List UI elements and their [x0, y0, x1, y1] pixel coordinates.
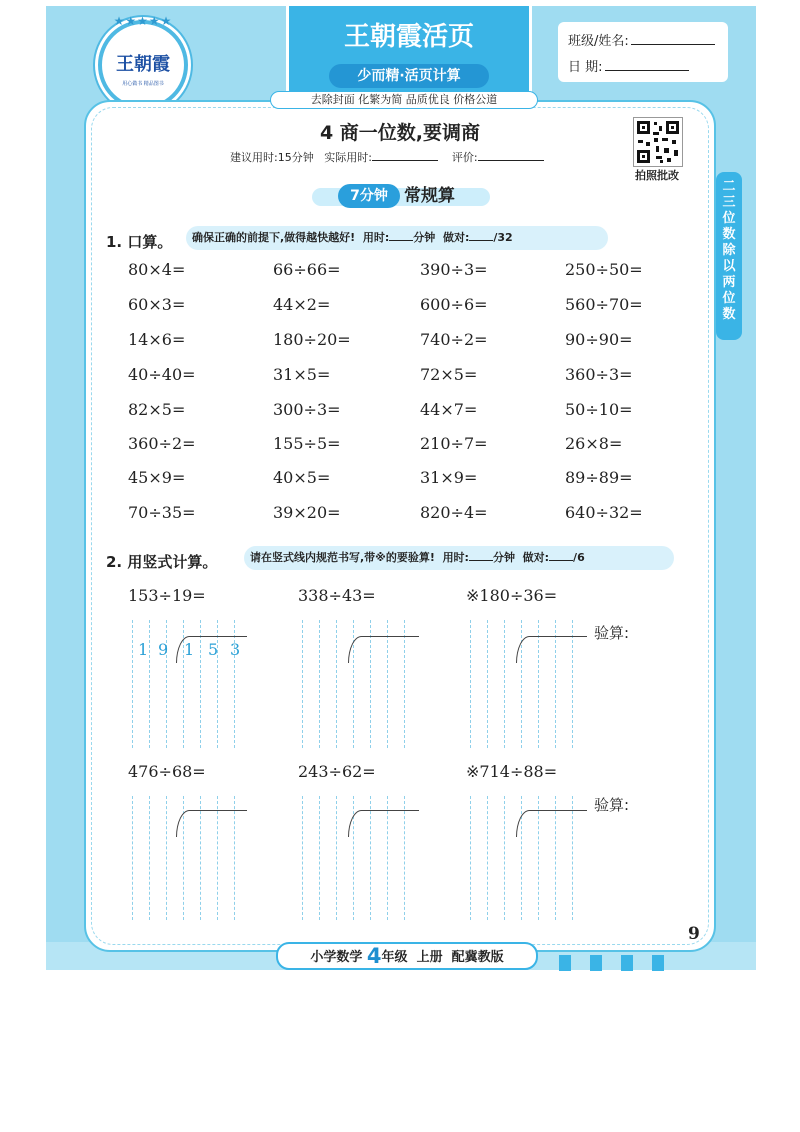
q2-problem-4: 476÷68=: [128, 762, 206, 781]
q2-note: [244, 546, 674, 570]
qr-code[interactable]: [633, 117, 683, 167]
lesson-title: 4 商一位数,要调商: [319, 122, 481, 144]
series-banner: [286, 6, 532, 92]
footer-volume: 上册: [416, 950, 443, 965]
suggested-time: 建议用时:15分钟: [230, 151, 314, 164]
sample-digit: 5: [208, 640, 219, 659]
oral-calc-item: 155÷5=: [273, 434, 341, 453]
section-name: 常规算: [404, 186, 455, 206]
class-name-field[interactable]: [568, 30, 715, 49]
guide-line: [319, 620, 320, 748]
footer-subject: 小学数学: [310, 950, 363, 965]
footer-mark: [652, 955, 664, 971]
oral-calc-item: 600÷6=: [420, 295, 488, 314]
division-bracket: [176, 810, 247, 837]
q1-note: [186, 226, 608, 250]
oral-calc-item: 72×5=: [420, 365, 478, 384]
oral-calc-item: 26×8=: [565, 434, 623, 453]
q2-problem-6: ※714÷88=: [466, 762, 558, 781]
date-label: 日 期:: [568, 60, 603, 75]
date-field[interactable]: [568, 56, 689, 75]
guide-line: [504, 620, 505, 748]
division-bracket: [516, 810, 587, 837]
oral-calc-item: 66÷66=: [273, 260, 341, 279]
guide-line: [319, 796, 320, 920]
division-bracket: [348, 810, 419, 837]
series-subtitle: 少而精·活页计算: [329, 64, 489, 88]
division-bracket: [348, 636, 419, 663]
footer-mark: [590, 955, 602, 971]
q2-total: /6: [573, 551, 585, 564]
q1-time-label: 用时:: [362, 231, 390, 244]
q2-problem-3: ※180÷36=: [466, 586, 558, 605]
section-time-badge: 7分钟: [338, 184, 400, 208]
qr-label: 拍照批改: [635, 169, 679, 182]
guide-line: [149, 796, 150, 920]
oral-calc-item: 89÷89=: [565, 468, 633, 487]
page-number: 9: [688, 924, 700, 944]
oral-calc-item: 45×9=: [128, 468, 186, 487]
oral-calc-item: 31×9=: [420, 468, 478, 487]
guide-line: [336, 620, 337, 748]
oral-calc-item: 560÷70=: [565, 295, 643, 314]
guide-line: [132, 620, 133, 748]
footer-grade-number: 4: [366, 944, 382, 968]
guide-line: [132, 796, 133, 920]
oral-calc-item: 70÷35=: [128, 503, 196, 522]
q1-total: /32: [493, 231, 513, 244]
q2-note-text: 请在竖式线内规范书写,带※的要验算!: [250, 551, 435, 564]
oral-calc-item: 820÷4=: [420, 503, 488, 522]
oral-calc-item: 44×7=: [420, 400, 478, 419]
guide-line: [336, 796, 337, 920]
q1-heading: 1. 口算。: [106, 233, 173, 251]
q2-heading: 2. 用竖式计算。: [106, 553, 218, 571]
oral-calc-item: 82×5=: [128, 400, 186, 419]
oral-calc-item: 44×2=: [273, 295, 331, 314]
oral-calc-item: 360÷2=: [128, 434, 196, 453]
logo-text: 王朝霞: [116, 54, 170, 75]
rating-blank[interactable]: [478, 160, 544, 161]
oral-calc-item: 300÷3=: [273, 400, 341, 419]
oral-calc-item: 60×3=: [128, 295, 186, 314]
book-info-footer: [276, 942, 538, 970]
guide-line: [470, 796, 471, 920]
oral-calc-item: 40÷40=: [128, 365, 196, 384]
footer-edition: 配冀教版: [451, 950, 504, 965]
actual-time-label: 实际用时:: [324, 151, 372, 164]
check-label-1: 验算:: [594, 624, 630, 642]
series-title: 王朝霞活页: [343, 22, 474, 52]
sample-digit: 1: [138, 640, 149, 659]
sample-digit: 3: [230, 640, 241, 659]
guide-line: [487, 796, 488, 920]
footer-mark: [621, 955, 633, 971]
oral-calc-item: 250÷50=: [565, 260, 643, 279]
oral-calc-item: 740÷2=: [420, 330, 488, 349]
logo-motto: 用心做书 精品图书: [122, 81, 164, 87]
q1-time-blank[interactable]: [389, 240, 413, 241]
footer-mark: [559, 955, 571, 971]
brand-logo: [98, 14, 188, 110]
guide-line: [149, 620, 150, 748]
oral-calc-item: 390÷3=: [420, 260, 488, 279]
guide-line: [166, 796, 167, 920]
oral-calc-item: 50÷10=: [565, 400, 633, 419]
oral-calc-item: 31×5=: [273, 365, 331, 384]
q1-correct-label: 做对:: [442, 231, 470, 244]
date-blank[interactable]: [605, 70, 689, 71]
footer-grade-suffix: 年级: [381, 950, 408, 965]
star-icon: ★★★★★: [113, 14, 173, 28]
q2-problem-2: 338÷43=: [298, 586, 376, 605]
oral-calc-item: 80×4=: [128, 260, 186, 279]
slogan: 去除封面 化繁为简 品质优良 价格公道: [270, 91, 538, 109]
check-label-2: 验算:: [594, 796, 630, 814]
q2-time-label: 用时:: [442, 551, 469, 564]
guide-line: [302, 796, 303, 920]
oral-calc-item: 640÷32=: [565, 503, 643, 522]
q1-note-text: 确保正确的前提下,做得越快越好!: [192, 231, 356, 244]
sample-digit: 9: [158, 640, 169, 659]
chapter-side-tab: [716, 172, 742, 340]
q2-problem-1: 153÷19=: [128, 586, 206, 605]
q2-correct-label: 做对:: [522, 551, 550, 564]
division-bracket: [516, 636, 587, 663]
student-info-box: [558, 22, 728, 82]
q1-time-unit: 分钟: [413, 231, 436, 244]
guide-line: [504, 796, 505, 920]
lesson-meta: [230, 149, 544, 165]
class-name-blank[interactable]: [631, 44, 715, 45]
oral-calc-item: 360÷3=: [565, 365, 633, 384]
q2-time-unit: 分钟: [492, 551, 515, 564]
oral-calc-item: 14×6=: [128, 330, 186, 349]
oral-calc-item: 90÷90=: [565, 330, 633, 349]
guide-line: [487, 620, 488, 748]
oral-calc-item: 39×20=: [273, 503, 341, 522]
q2-problem-5: 243÷62=: [298, 762, 376, 781]
actual-time-blank[interactable]: [372, 160, 438, 161]
oral-calc-item: 210÷7=: [420, 434, 488, 453]
guide-line: [470, 620, 471, 748]
class-name-label: 班级/姓名:: [568, 34, 629, 49]
sample-digit: 1: [184, 640, 195, 659]
oral-calc-item: 40×5=: [273, 468, 331, 487]
q1-correct-blank[interactable]: [469, 240, 493, 241]
oral-calc-item: 180÷20=: [273, 330, 351, 349]
side-tab-text: 二三位数除以两位数: [722, 179, 736, 322]
q2-time-blank[interactable]: [469, 560, 493, 561]
q2-correct-blank[interactable]: [549, 560, 573, 561]
guide-line: [302, 620, 303, 748]
rating-label: 评价:: [451, 151, 478, 164]
